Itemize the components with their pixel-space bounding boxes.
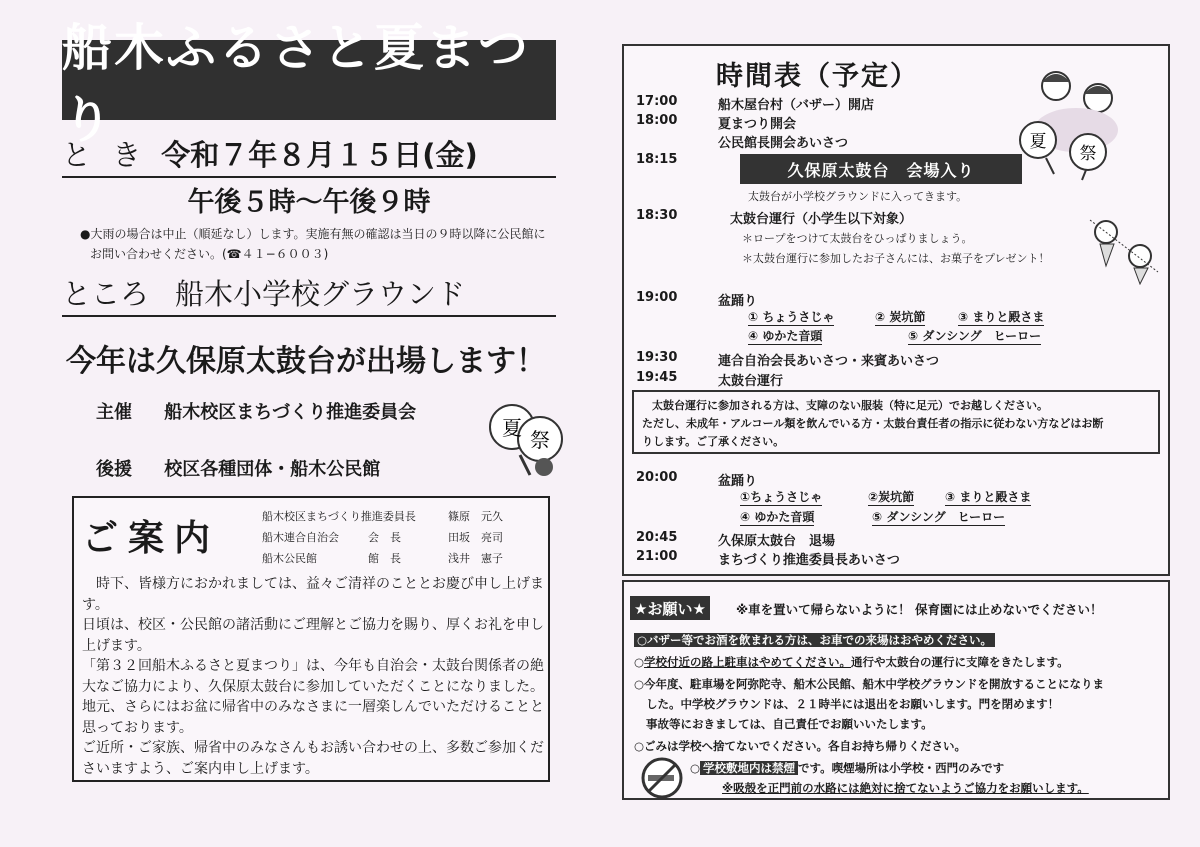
guide-title: ご案内 [82,518,221,559]
schedule-time: 17:00 [636,94,678,109]
dance-item: ④ ゆかた音頭 [740,510,815,524]
guide-paragraph: 日頃は、校区・公民館の諸活動にご理解とご協力を賜り、厚くお礼を申し上げます。 [82,617,544,654]
kids-pulling-illustration-icon [1086,210,1166,285]
request-item [690,760,1004,776]
requests-title: ★お願い★ [630,596,710,620]
schedule-event: まちづくり推進委員長あいさつ [718,553,900,568]
rain-note [80,224,560,264]
request-text: です。喫煙場所は小学校・西門のみです [798,761,1005,775]
dance-item: ①ちょうさじゃ [740,490,823,504]
request-item [634,654,1069,670]
guide-paragraph: ご近所・ご家族、帰省中のみなさんもお誘い合わせの上、多数ご参加くださいますよう、ご案内申し上げます。 [82,740,544,777]
officer-name: 篠原 元久 [448,510,503,523]
schedule-event: 盆踊り [718,474,758,489]
schedule-event: 船木屋台村（バザー）開店 [718,98,875,113]
request-item: ○ごみは学校へ捨てないでください。各自お持ち帰りください。 [634,739,967,753]
schedule-event: 公民館長開会あいさつ [718,136,849,151]
event-time: 午後５時〜午後９時 [187,187,431,218]
officer-name: 浅井 憲子 [448,552,503,565]
date-label: と き [62,138,148,172]
schedule-time: 19:30 [636,350,678,365]
request-bullet: ○ [690,761,701,775]
dance-item: ② 炭坑節 [875,310,926,324]
request-item: した。中学校グラウンドは、２１時半には退出をお願いします。門を閉めます！ [646,697,1060,711]
schedule-event: 連合自治会長あいさつ・来賓あいさつ [718,354,940,369]
schedule-time: 21:00 [636,549,678,564]
officer-org: 船木公民館 [262,552,317,565]
supporters [96,455,380,481]
event-date: 令和７年８月１５日(金) [161,138,478,172]
fan-illustration-icon [482,395,572,480]
attire-notice-line: ただし、未成年・アルコール類を飲んでいる方・太鼓台責任者の指示に従わない方などはお断 [642,417,1104,430]
dance-item: ⑤ ダンシング ヒーロー [872,510,1006,524]
taiko-entry-banner: 久保原太鼓台 会場入り [740,154,1022,184]
place-label: ところ [62,277,150,311]
attire-notice-line: 太鼓台運行に参加される方は、支障のない服装（特に足元）でお越しください。 [652,399,1048,412]
officer-role: 会 長 [368,531,401,544]
officer-role: 館 長 [368,552,401,565]
request-text: 通行や太鼓台の運行に支障をきたします。 [851,655,1069,669]
officer-name: 田坂 亮司 [448,531,503,544]
officer-row [262,548,542,569]
schedule-time: 19:00 [636,290,678,305]
request-text: ○バザー等でお酒を飲まれる方は、お車での来場はおやめください。 [634,633,995,647]
officer-row [262,527,542,548]
schedule-time: 18:00 [636,113,678,128]
dance-item: ⑤ ダンシング ヒーロー [908,329,1042,343]
organizer-label: 主催 [96,402,132,423]
schedule-time: 18:15 [636,152,678,167]
dance-item: ③ まりと殿さま [958,310,1045,324]
guide-paragraph: 「第３２回船木ふるさと夏まつり」は、今年も自治会・太鼓台関係者の絶大なご協力により、久保原太鼓台に参加していただくことになりました。地元、さらにはお盆に帰省中のみなさまに一層楽しんでいただけることと思っております。 [82,658,544,736]
fan-char: 祭 [1079,144,1097,164]
request-text: 学校付近の路上駐車はやめてください。 [644,655,852,669]
officer-row [262,506,542,527]
request-text: 学校敷地内は禁煙 [700,761,798,775]
schedule-event: 太鼓台運行 [718,374,784,389]
organizer [96,398,416,424]
schedule-event: 夏まつり開会 [718,117,797,132]
request-item: ※吸殻を正門前の水路には絶対に捨てないようご協力をお願いします。 [722,781,1089,795]
children-illustration-icon [1016,62,1146,182]
no-smoking-icon [640,756,684,800]
headline: 今年は久保原太鼓台が出場します！ [66,344,546,379]
attire-notice-line: りします。ご了承ください。 [642,435,785,448]
dance-item: ③ まりと殿さま [945,490,1032,504]
schedule-time: 19:45 [636,370,678,385]
dance-item: ④ ゆかた音頭 [748,329,823,343]
fan-char: 祭 [530,428,550,452]
schedule-note: ＊太鼓台運行に参加したお子さんには、お菓子をプレゼント！ [742,252,1050,265]
fan-char: 夏 [1029,132,1047,152]
schedule-note: 太鼓台が小学校グラウンドに入ってきます。 [748,190,968,203]
schedule-time: 18:30 [636,208,678,223]
officer-org: 船木連合自治会 [262,531,339,544]
page-title: 船木ふるさと夏まつり [62,40,556,120]
guide-paragraph: 時下、皆様方におかれましては、益々ご清祥のこととお慶び申し上げます。 [82,576,544,613]
schedule-note: ＊ロープをつけて太鼓台をひっぱりましょう。 [742,232,973,245]
rain-note-line: ●大雨の場合は中止（順延なし）します。実施有無の確認は当日の９時以降に公民館に [80,227,546,241]
schedule-event: 太鼓台運行（小学生以下対象） [730,212,913,227]
requests-headline: ※車を置いて帰らないように！ 保育園には止めないでください！ [736,602,1103,617]
attire-notice [632,390,1160,454]
schedule-time: 20:45 [636,530,678,545]
event-date-row [62,136,556,178]
event-place: 船木小学校グラウンド [175,277,466,311]
request-item: ○今年度、駐車場を阿弥陀寺、船木公民館、船木中学校グラウンドを開放することになりま [634,677,1105,691]
fan-char: 夏 [502,416,522,440]
supporters-name: 校区各種団体・船木公民館 [164,459,381,480]
event-place-row [62,275,556,317]
request-item: 事故等におきましては、自己責任でお願いいたします。 [646,717,933,731]
dance-item: ②炭坑節 [868,490,915,504]
organizer-name: 船木校区まちづくり推進委員会 [164,402,417,423]
rain-note-line: お問い合わせください。(☎４１−６００３) [90,247,329,261]
request-bullet: ○ [634,655,645,669]
dance-item: ① ちょうさじゃ [748,310,835,324]
officer-org: 船木校区まちづくり推進委員長 [262,510,416,523]
schedule-title: 時間表（予定） [716,61,919,92]
officers-list [262,506,542,569]
guide-body [82,574,544,779]
schedule-event: 久保原太鼓台 退場 [718,534,836,549]
request-item [634,632,995,648]
schedule-time: 20:00 [636,470,678,485]
supporters-label: 後援 [96,459,132,480]
schedule-event: 盆踊り [718,294,758,309]
